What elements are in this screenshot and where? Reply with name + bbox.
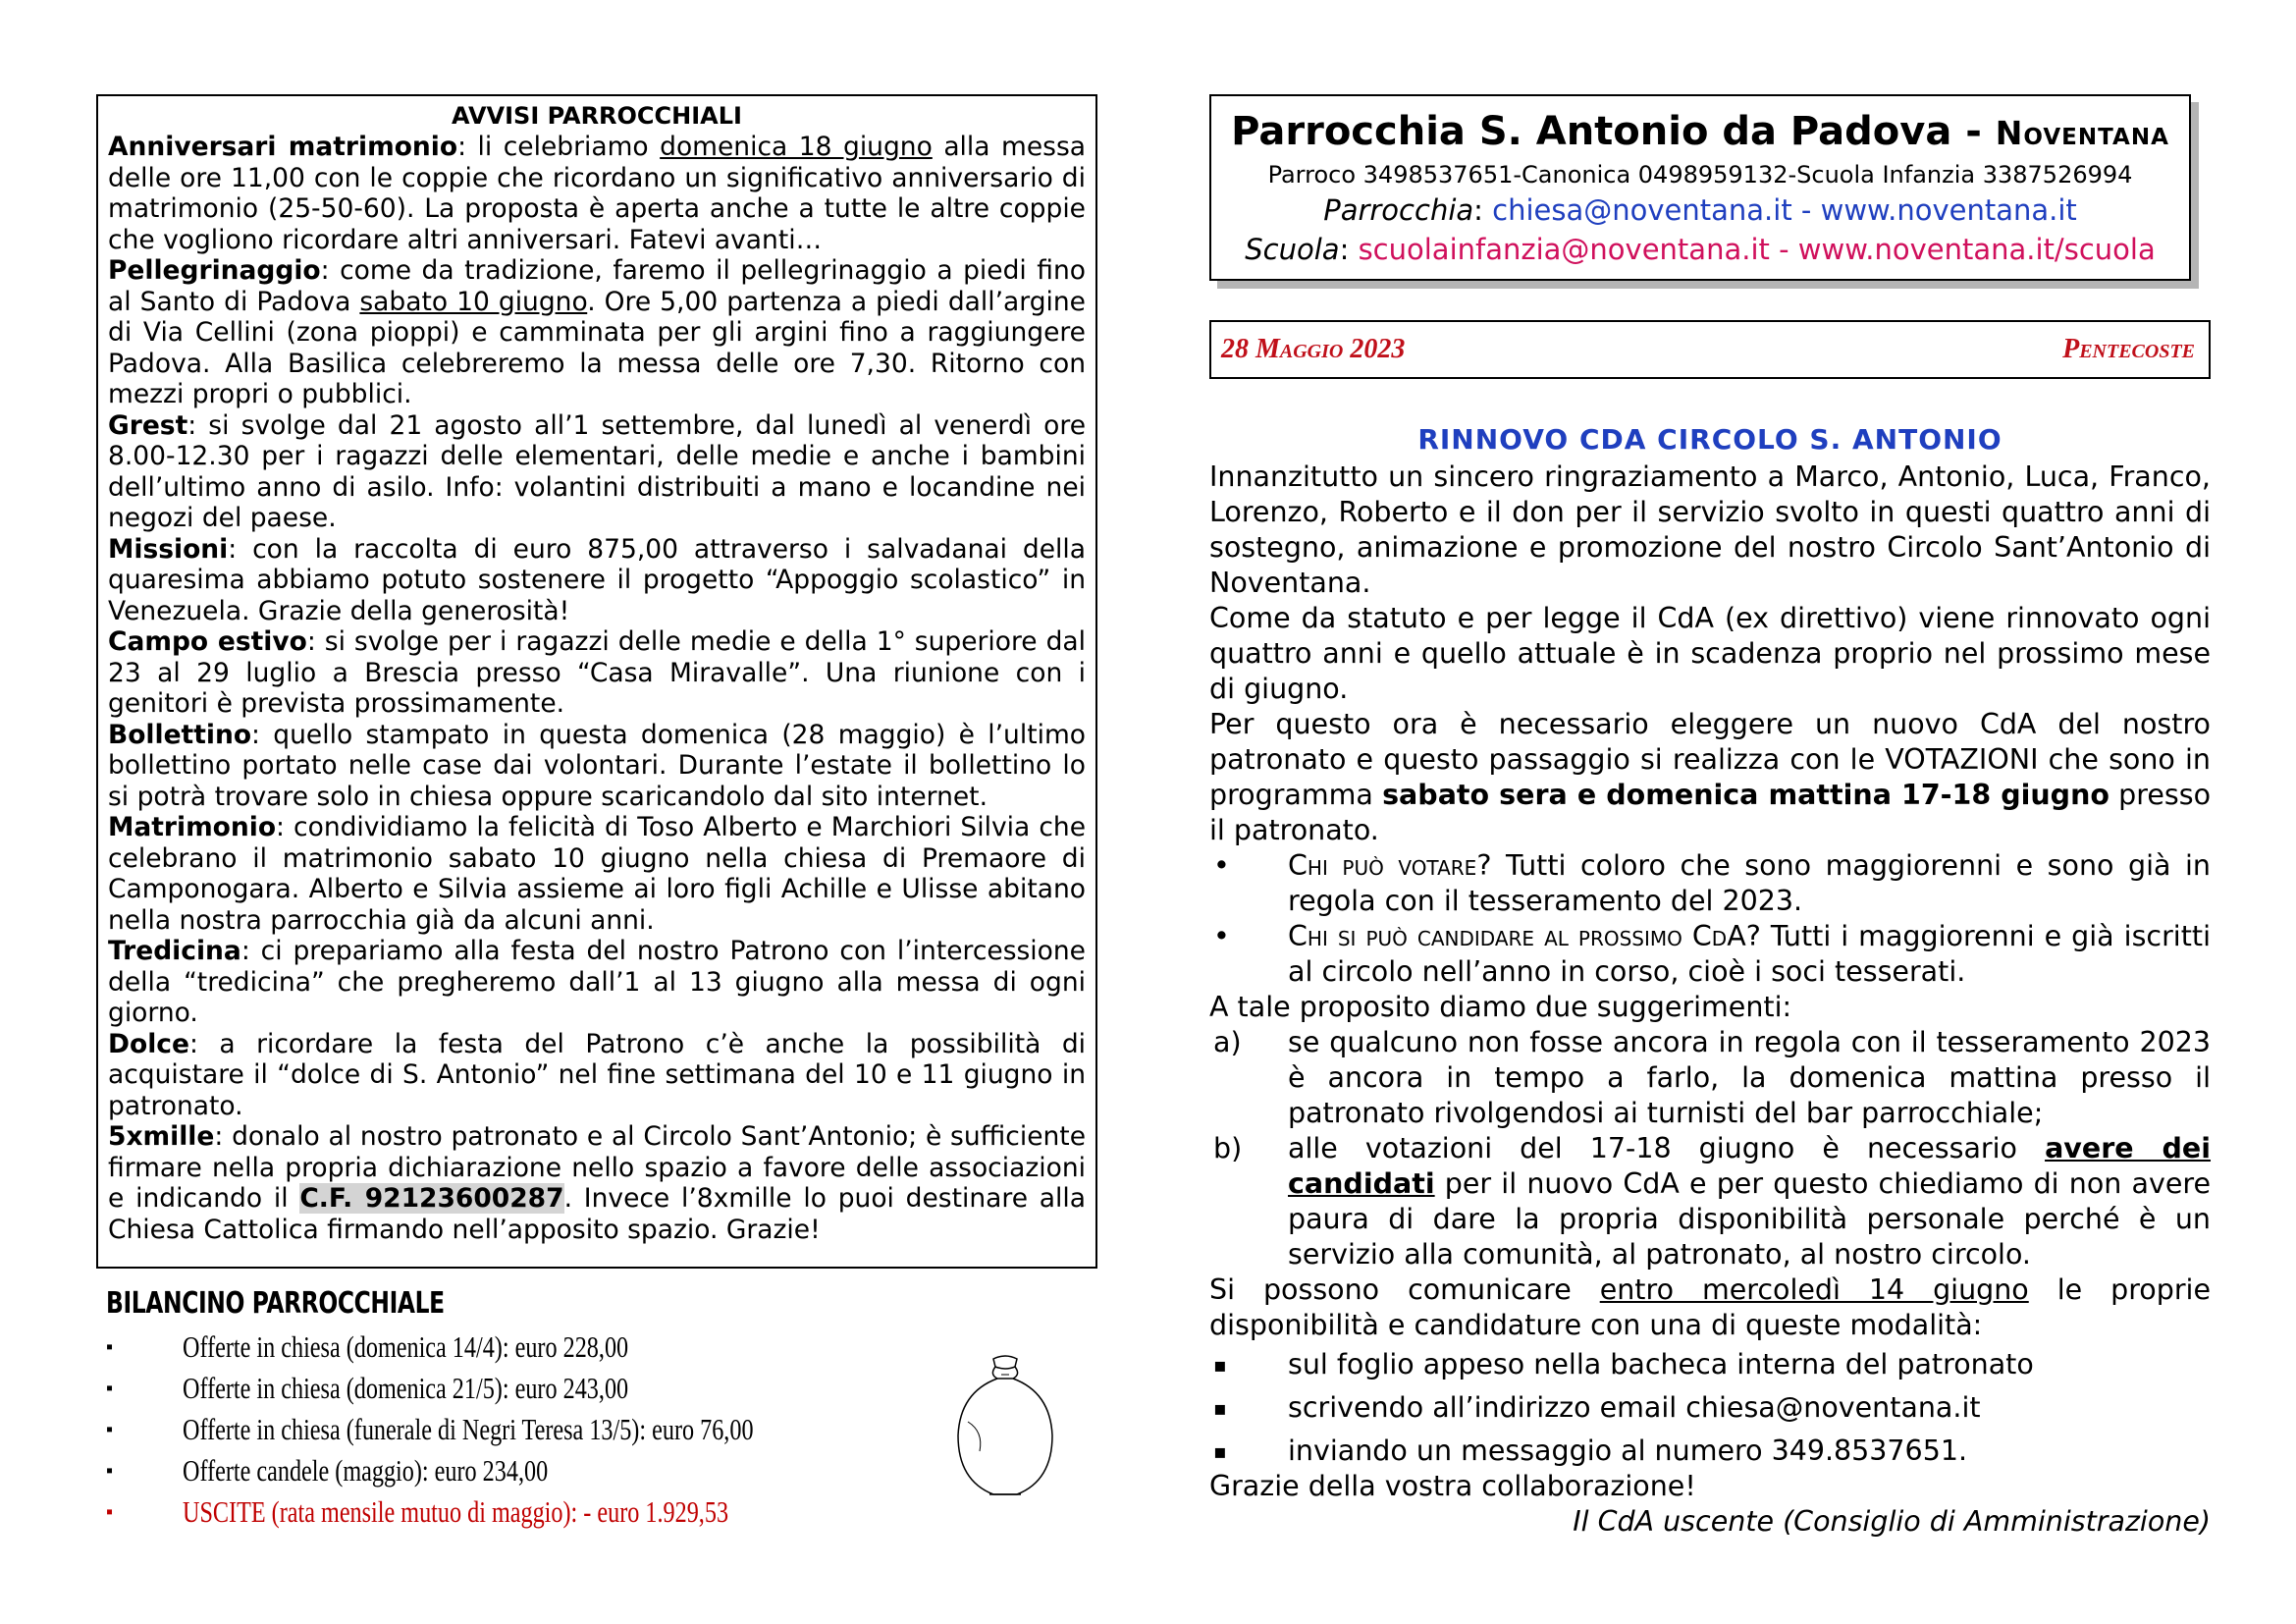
school-web-link[interactable]: www.noventana.it/scuola: [1797, 233, 2156, 266]
date-bar: [1209, 320, 2211, 379]
codice-fiscale: C.F. 92123600287: [299, 1183, 564, 1214]
avviso-missioni: Missioni: con la raccolta di euro 875,00 attraverso i salvadanai della quaresima abbiamo potuto sostenere il progetto “Appoggio scolastico” in Venezuela. Grazie della generosità!: [108, 533, 1086, 626]
avviso-5xmille: 5xmille: donalo al nostro patronato e al Circolo Sant’Antonio; è sufficiente firmare nella propria dichiarazione nello spazio a favore delle associazioni e indicando il C.F. 92123600287. Invece l’8xmille lo puoi destinare alla Chiesa Cattolica firmando nell’apposito spazio. Grazie!: [108, 1121, 1086, 1245]
parish-header: [1209, 94, 2191, 281]
bilancio-item: ▪ Offerte in chiesa (funerale di Negri Teresa 13/5): euro 76,00: [106, 1412, 754, 1446]
issue-date: 28 Maggio 2023: [1221, 334, 1406, 364]
avviso-campo-estivo: Campo estivo: si svolge per i ragazzi delle medie e della 1° superiore dal 23 al 29 luglio a Brescia presso “Casa Miravalle”. Una riunione con i genitori è prevista prossimamente.: [108, 626, 1086, 719]
avviso-bollettino: Bollettino: quello stampato in questa domenica (28 maggio) è l’ultimo bollettino portato nelle case dai volontari. Durante l’estate il bollettino lo si potrà trovare solo in chiesa oppure scaricandolo dal sito internet.: [108, 719, 1086, 812]
article-paragraph: Per questo ora è necessario eleggere un nuovo CdA del nostro patronato e questo passaggio si realizza con le VOTAZIONI che sono in programma sabato sera e domenica mattina 17-18 giugno presso il patronato.: [1209, 708, 2212, 846]
avviso-pellegrinaggio: Pellegrinaggio: come da tradizione, faremo il pellegrinaggio a piedi fino al Santo di Padova sabato 10 giugno. Ore 5,00 partenza a piedi dall’argine di Via Cellini (zona pioppi) e camminata per gli argini fino a raggiungere Padova. Alla Basilica celebreremo la messa delle ore 7,30. Ritorno con mezzi propri o pubblici.: [108, 255, 1086, 409]
avviso-matrimonio: Matrimonio: condividiamo la felicità di Toso Alberto e Marchiori Silvia che celebrano il matrimonio sabato 10 giugno nella chiesa di Premaore di Camponogara. Alberto e Silvia assieme ai loro figli Achille e Ulisse abitano nella nostra parrocchia già da alcuni anni.: [108, 812, 1086, 936]
parish-title: Parrocchia S. Antonio da Padova - Noventana: [1231, 109, 2169, 154]
article-title: RINNOVO CDA CIRCOLO S. ANTONIO: [1417, 423, 2002, 456]
school-email-line: Scuola: scuolainfanzia@noventana.it - www.noventana.it/scuola: [1245, 233, 2156, 266]
article-paragraph: Si possono comunicare entro mercoledì 14 giugno le proprie disponibilità e candidature con una di queste modalità:: [1209, 1273, 2211, 1341]
suggestion-b: b) alle votazioni del 17-18 giugno è necessario avere dei candidati per il nuovo CdA e per questo chiediamo di non avere paura di dare la propria disponibilità personale perché è un servizio alla comunità, al patronato, al nostro circolo.: [1213, 1132, 2212, 1271]
school-email-link[interactable]: scuolainfanzia@noventana.it: [1358, 233, 1770, 266]
avviso-tredicina: Tredicina: ci prepariamo alla festa del nostro Patrono con l’intercessione della “tredicina” che pregheremo dall’1 al 13 giugno alla messa di ogni giorno.: [108, 936, 1086, 1028]
avvisi-box: [96, 94, 1097, 1269]
parish-contacts: Parroco 3498537651-Canonica 0498959132-Scuola Infanzia 3387526994: [1267, 161, 2133, 189]
article-paragraph: Innanzitutto un sincero ringraziamento a Marco, Antonio, Luca, Franco, Lorenzo, Roberto e il don per il servizio svolto in questi quattro anni di sostegno, animazione e promozione del nostro Circolo Sant’Antonio di Noventana.: [1209, 460, 2211, 599]
article-paragraph: Come da statuto e per legge il CdA (ex direttivo) viene rinnovato ogni quattro anni e quello attuale è in scadenza proprio nel prossimo mese di giugno.: [1209, 602, 2211, 705]
article-thanks: Grazie della vostra collaborazione!: [1209, 1470, 1696, 1502]
cda-article: [1209, 422, 2211, 1540]
bullet-chi-candida: • Chi si può candidare al prossimo CdA? Tutti i maggiorenni e già iscritti al circolo nell’anno in corso, cioè i soci tesserati.: [1213, 920, 2211, 988]
bilancio-item: ▪ Offerte in chiesa (domenica 14/4): euro 228,00: [106, 1329, 629, 1364]
suggestion-a: a) se qualcuno non fosse ancora in regola con il tesseramento 2023 è ancora in tempo a farlo, la domenica mattina presso il patronato rivolgendosi ai turnisti del bar parrocchiale;: [1213, 1026, 2211, 1129]
bilancio-item: ▪ Offerte in chiesa (domenica 21/5): euro 243,00: [106, 1371, 629, 1405]
modalita-item: ▪ sul foglio appeso nella bacheca interna del patronato: [1213, 1348, 2034, 1380]
parish-email-link[interactable]: chiesa@noventana.it: [1492, 193, 1792, 227]
avviso-grest: Grest: si svolge dal 21 agosto all’1 settembre, dal lunedì al venerdì ore 8.00-12.30 per i ragazzi delle elementari, delle medie e anche i bambini dell’ultimo anno di asilo. Info: volantini distribuiti a mano e locandine nei negozi del paese.: [108, 409, 1086, 533]
parish-email-line: Parrocchia: chiesa@noventana.it - www.noventana.it: [1323, 193, 2077, 227]
parish-web-link[interactable]: www.noventana.it: [1820, 193, 2077, 227]
liturgical-feast: Pentecoste: [2062, 334, 2195, 364]
bilancio-title: BILANCINO PARROCCHIALE: [106, 1286, 445, 1321]
modalita-item: ▪ scrivendo all’indirizzo email chiesa@noventana.it: [1213, 1391, 1981, 1424]
avviso-dolce: Dolce: a ricordare la festa del Patrono c’è anche la possibilità di acquistare il “dolce di S. Antonio” nel fine settimana del 10 e 11 giugno in patronato.: [108, 1028, 1086, 1121]
article-paragraph: A tale proposito diamo due suggerimenti:: [1209, 991, 1792, 1023]
bilancio-item: ▪ Offerte candele (maggio): euro 234,00: [106, 1453, 549, 1488]
article-signature: Il CdA uscente (Consiglio di Amministrazione): [1573, 1505, 2211, 1538]
money-jar-icon: [954, 1353, 1056, 1500]
modalita-item: ▪ inviando un messaggio al numero 349.8537651.: [1213, 1435, 1968, 1467]
bullet-chi-vota: • Chi può votare? Tutti coloro che sono maggiorenni e sono già in regola con il tesseramento del 2023.: [1213, 849, 2211, 917]
right-column: [1209, 94, 2211, 1540]
bilancio-item-uscite: ▪ USCITE (rata mensile mutuo di maggio): - euro 1.929,53: [106, 1494, 729, 1529]
avvisi-title: AVVISI PARROCCHIALI: [452, 102, 742, 130]
left-column: [96, 94, 1097, 1269]
avviso-anniversari: Anniversari matrimonio: li celebriamo domenica 18 giugno alla messa delle ore 11,00 con le coppie che ricordano un significativo anniversario di matrimonio (25-50-60). La proposta è aperta anche a tutte le altre coppie che vogliono ricordare altri anniversari. Fatevi avanti…: [108, 132, 1087, 255]
